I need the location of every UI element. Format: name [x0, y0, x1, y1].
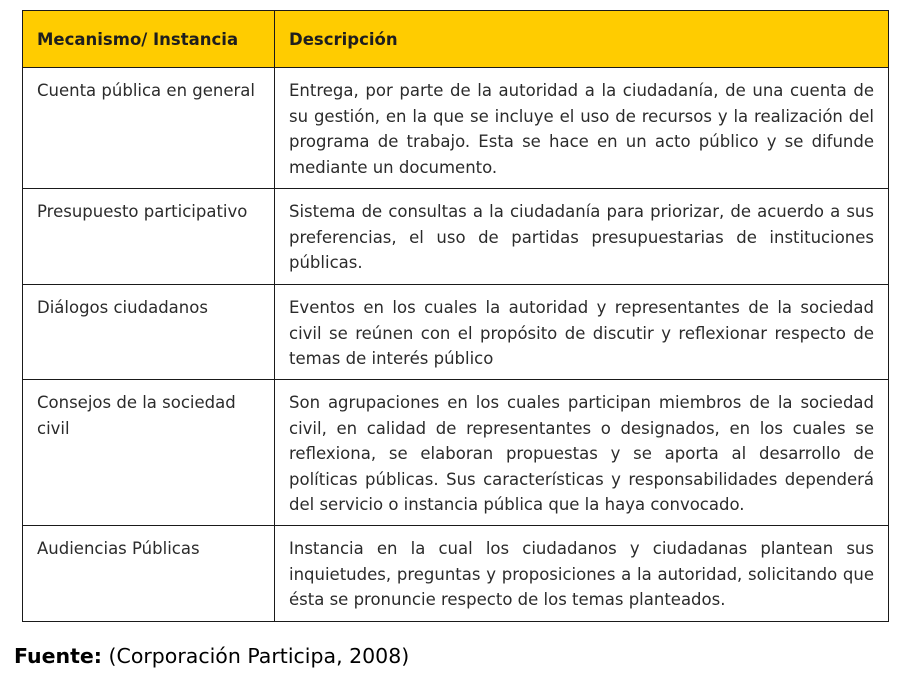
table-header-row [23, 11, 889, 68]
source-text: (Corporación Participa, 2008) [108, 644, 410, 668]
mechanism-cell: Cuenta pública en general [23, 68, 275, 189]
mechanism-cell: Diálogos ciudadanos [23, 285, 275, 380]
source-citation [14, 644, 409, 668]
description-cell: Entrega, por parte de la autoridad a la ciudadanía, de una cuenta de su gestión, en la que se incluye el uso de recursos y la realización del programa de trabajo. Esta se hace en un acto público y se difunde mediante un documento. [275, 68, 889, 189]
description-cell: Son agrupaciones en los cuales participan miembros de la sociedad civil, en calidad de representantes o designados, en los cuales se reflexiona, se elaboran propuestas y se aporta al desarrollo de políticas públicas. Sus características y responsabilidades dependerá del servicio o instancia pública que la haya convocado. [275, 380, 889, 526]
table-row [23, 189, 889, 285]
mechanisms-table [22, 10, 889, 622]
column-header-description: Descripción [275, 11, 889, 68]
column-header-mechanism: Mecanismo/ Instancia [23, 11, 275, 68]
table-row [23, 68, 889, 189]
mechanism-cell: Audiencias Públicas [23, 526, 275, 622]
description-cell: Instancia en la cual los ciudadanos y ciudadanas plantean sus inquietudes, preguntas y proposiciones a la autoridad, solicitando que ésta se pronuncie respecto de los temas planteados. [275, 526, 889, 622]
description-cell: Sistema de consultas a la ciudadanía para priorizar, de acuerdo a sus preferencias, el uso de partidas presupuestarias de instituciones públicas. [275, 189, 889, 285]
description-cell: Eventos en los cuales la autoridad y representantes de la sociedad civil se reúnen con el propósito de discutir y reflexionar respecto de temas de interés público [275, 285, 889, 380]
table-row [23, 526, 889, 622]
table-row [23, 285, 889, 380]
table-row [23, 380, 889, 526]
mechanism-cell: Presupuesto participativo [23, 189, 275, 285]
source-label: Fuente: [14, 644, 102, 668]
mechanism-cell: Consejos de la sociedad civil [23, 380, 275, 526]
